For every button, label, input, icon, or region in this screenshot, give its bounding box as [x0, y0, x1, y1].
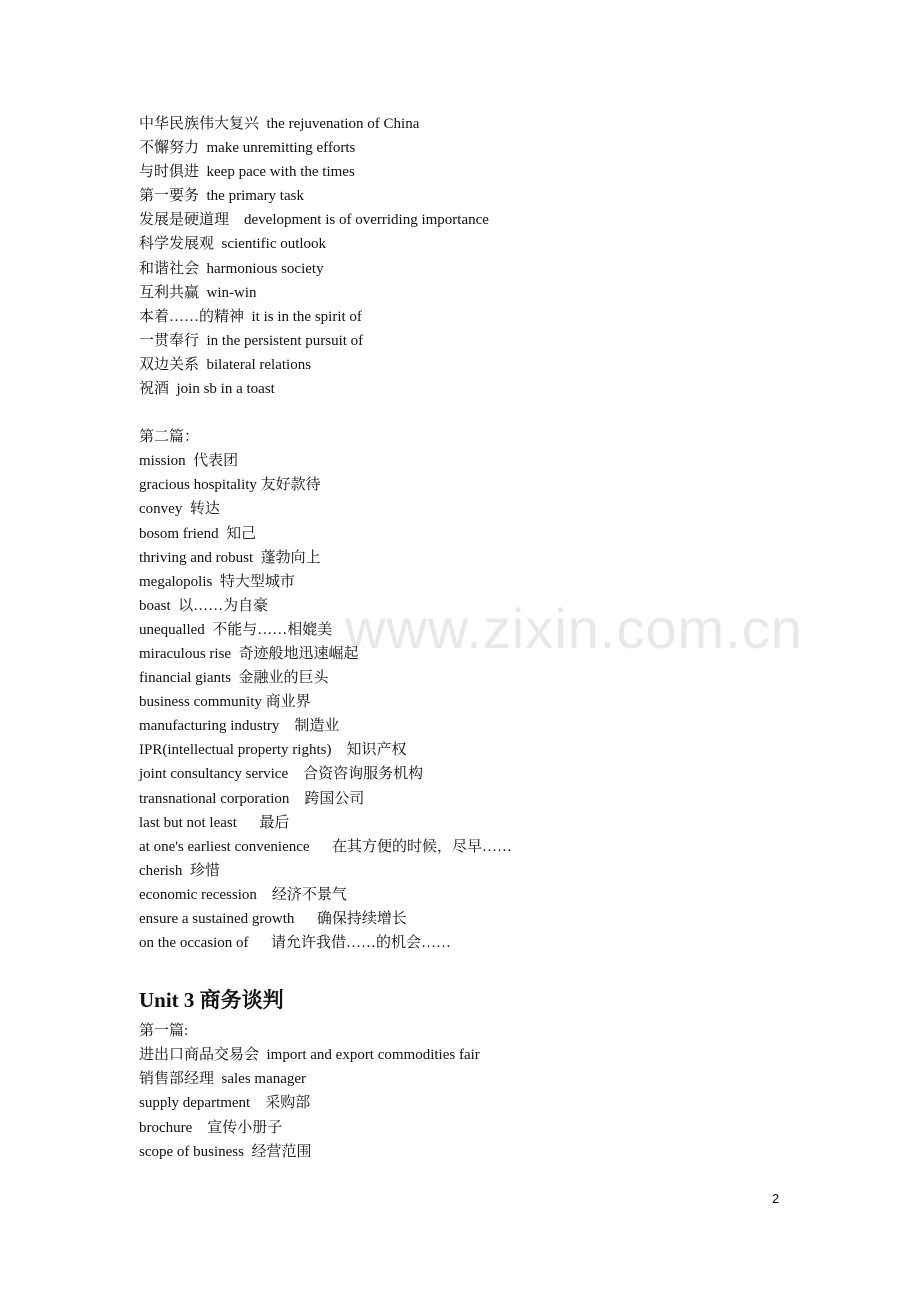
glossary-line: gracious hospitality 友好款待 [139, 477, 321, 494]
glossary-line: 和谐社会 harmonious society [139, 260, 324, 277]
glossary-line: financial giants 金融业的巨头 [139, 670, 329, 687]
glossary-line: 进出口商品交易会 import and export commodities fair [139, 1047, 480, 1064]
glossary-line: 祝酒 join sb in a toast [139, 381, 275, 398]
glossary-line: 中华民族伟大复兴 the rejuvenation of China [139, 116, 420, 132]
document-body [139, 112, 799, 1164]
glossary-line: brochure 宣传小册子 [139, 1119, 283, 1136]
glossary-line: ensure a sustained growth 确保持续增长 [139, 911, 407, 927]
section-title: 第一篇: [139, 1023, 189, 1040]
glossary-line: 一贯奉行 in the persistent pursuit of [139, 332, 364, 349]
glossary-line: 不懈努力 make unremitting efforts [139, 140, 356, 157]
watermark: www.zixin.com.cn [345, 597, 803, 660]
glossary-line: cherish 珍惜 [139, 862, 220, 879]
glossary-line: 发展是硬道理 development is of overriding importance [139, 212, 489, 229]
glossary-line: 第一要务 the primary task [139, 188, 304, 205]
glossary-line: on the occasion of 请允许我借……的机会…… [139, 935, 452, 952]
spacer [139, 401, 799, 425]
glossary-line: unequalled 不能与……相媲美 [139, 621, 333, 638]
glossary-line: last but not least 最后 [139, 814, 290, 831]
glossary-line: thriving and robust 蓬勃向上 [139, 549, 321, 566]
unit-heading: Unit 3 商务谈判 [139, 988, 284, 1013]
glossary-line: scope of business 经营范围 [139, 1143, 312, 1160]
glossary-line: IPR(intellectual property rights) 知识产权 [139, 742, 407, 759]
glossary-line: economic recession 经济不景气 [139, 886, 347, 903]
glossary-line: business community 商业界 [139, 694, 311, 711]
glossary-section-1 [139, 112, 799, 401]
glossary-line: miraculous rise 奇迹般地迅速崛起 [139, 645, 359, 662]
glossary-line: convey 转达 [139, 501, 220, 518]
glossary-line: supply department 采购部 [139, 1095, 311, 1112]
glossary-line: mission 代表团 [139, 453, 239, 470]
glossary-line: manufacturing industry 制造业 [139, 718, 340, 735]
glossary-line: joint consultancy service 合资咨询服务机构 [139, 766, 424, 783]
glossary-line: transnational corporation 跨国公司 [139, 790, 365, 807]
glossary-line: boast 以……为自豪 [139, 597, 269, 614]
glossary-line: 本着……的精神 it is in the spirit of [139, 308, 362, 325]
page-number: 2 [772, 1191, 780, 1206]
glossary-section-3 [139, 1019, 799, 1164]
glossary-line: 与时俱进 keep pace with the times [139, 164, 355, 181]
glossary-line: 互利共赢 win-win [139, 284, 257, 301]
glossary-line: 销售部经理 sales manager [139, 1071, 307, 1088]
glossary-line: megalopolis 特大型城市 [139, 573, 295, 590]
glossary-line: bosom friend 知己 [139, 525, 257, 542]
spacer [139, 955, 799, 985]
section-title: 第二篇： [139, 429, 200, 446]
glossary-line: 双边关系 bilateral relations [139, 356, 312, 373]
glossary-line: 科学发展观 scientific outlook [139, 236, 327, 253]
glossary-line: at one's earliest convenience 在其方便的时候，尽早…… [139, 838, 513, 855]
glossary-section-2 [139, 425, 799, 955]
